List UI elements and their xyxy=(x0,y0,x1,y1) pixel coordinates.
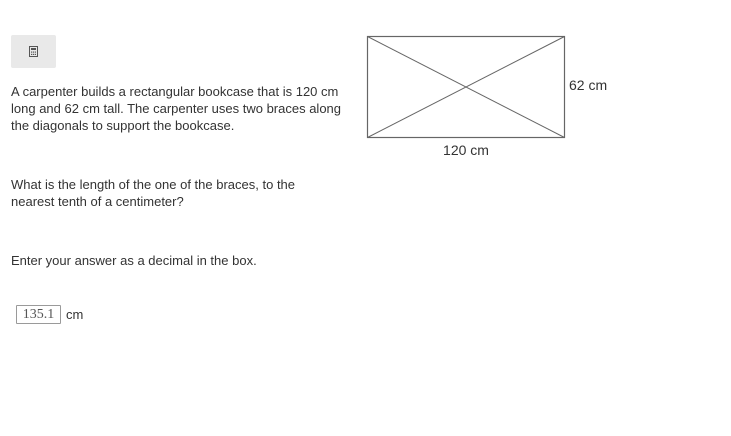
width-label: 120 cm xyxy=(443,142,489,158)
question-paragraph-prompt: What is the length of the one of the braces, to the nearest tenth of a centimeter? xyxy=(11,177,296,209)
height-label: 62 cm xyxy=(569,77,608,93)
question-paragraph-intro: A carpenter builds a rectangular bookcase that is 120 cm long and 62 cm tall. The carpenter uses two braces along the diagonals to support the bookcase. xyxy=(11,84,342,133)
bookcase-diagram xyxy=(360,28,620,164)
question-paragraph-instruction: Enter your answer as a decimal in the box. xyxy=(11,253,257,268)
answer-row xyxy=(16,305,83,324)
answer-input[interactable] xyxy=(16,305,61,324)
calculator-button[interactable] xyxy=(11,35,56,68)
calculator-icon xyxy=(29,46,38,57)
answer-unit: cm xyxy=(66,307,84,322)
